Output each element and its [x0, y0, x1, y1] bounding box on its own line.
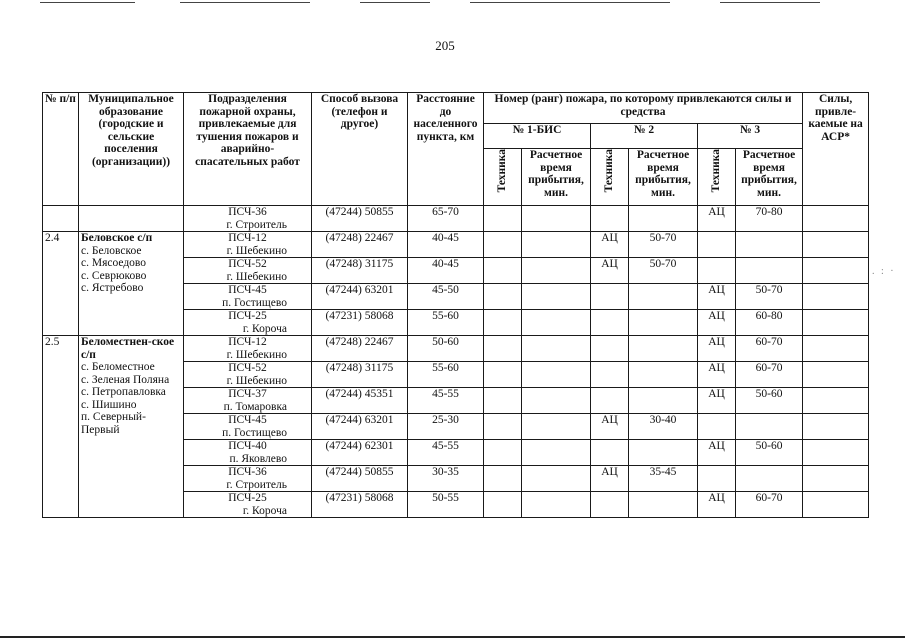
row-r3-equipment: АЦ: [698, 362, 736, 388]
row-municipality: Беломестнен-ское с/п с. Беломестное с. Зеленая Поляна с. Петропавловка с. Шишино п. Северный-Первый: [79, 336, 184, 518]
row-r3-time: 60-70: [736, 492, 803, 518]
row-r2-equipment: АЦ: [591, 466, 629, 492]
row-phone: (47244) 50855: [312, 206, 408, 232]
row-r3-time: [736, 232, 803, 258]
row-r2-time: [629, 388, 698, 414]
row-distance: 50-55: [408, 492, 484, 518]
row-phone: (47248) 22467: [312, 336, 408, 362]
row-r3-equipment: [698, 414, 736, 440]
row-r2-time: [629, 310, 698, 336]
row-r2-time: [629, 206, 698, 232]
row-phone: (47244) 63201: [312, 284, 408, 310]
top-scan-border: [0, 2, 905, 3]
row-r1-time: [522, 440, 591, 466]
row-phone: (47244) 50855: [312, 466, 408, 492]
row-r3-time: 60-70: [736, 362, 803, 388]
row-r1-equipment: [484, 362, 522, 388]
row-r1-equipment: [484, 492, 522, 518]
row-r1-equipment: [484, 284, 522, 310]
row-r2-equipment: [591, 284, 629, 310]
header-arrival-r1: Расчетное время прибытия, мин.: [522, 149, 591, 206]
row-num: [43, 206, 79, 232]
row-asr: [803, 362, 869, 388]
row-unit: ПСЧ-40 п. Яковлево: [184, 440, 312, 466]
header-asr: Силы, привле-каемые на АСР*: [803, 93, 869, 206]
row-r3-equipment: АЦ: [698, 284, 736, 310]
row-unit: ПСЧ-45 п. Гостищево: [184, 284, 312, 310]
row-r2-time: 30-40: [629, 414, 698, 440]
row-r1-equipment: [484, 232, 522, 258]
row-r2-time: [629, 362, 698, 388]
header-rank-2: № 2: [591, 124, 698, 149]
row-r2-time: [629, 284, 698, 310]
row-r1-time: [522, 388, 591, 414]
header-municipality: Муниципальное образование (городские и сельские поселения (организации)): [79, 93, 184, 206]
row-r2-equipment: АЦ: [591, 232, 629, 258]
row-distance: 40-45: [408, 232, 484, 258]
row-unit: ПСЧ-36 г. Строитель: [184, 206, 312, 232]
row-r2-time: 50-70: [629, 232, 698, 258]
row-r2-equipment: [591, 440, 629, 466]
row-phone: (47244) 62301: [312, 440, 408, 466]
table-row: [43, 336, 869, 362]
row-asr: [803, 466, 869, 492]
row-unit: ПСЧ-52 г. Шебекино: [184, 362, 312, 388]
row-r2-equipment: АЦ: [591, 258, 629, 284]
row-asr: [803, 284, 869, 310]
row-r1-time: [522, 310, 591, 336]
row-r2-equipment: [591, 492, 629, 518]
row-unit: ПСЧ-12 г. Шебекино: [184, 232, 312, 258]
row-r3-time: 50-60: [736, 440, 803, 466]
row-distance: 55-60: [408, 362, 484, 388]
row-r2-equipment: [591, 206, 629, 232]
row-distance: 40-45: [408, 258, 484, 284]
row-unit: ПСЧ-25 г. Короча: [184, 492, 312, 518]
fire-resources-table: [42, 92, 869, 518]
row-asr: [803, 206, 869, 232]
row-asr: [803, 310, 869, 336]
row-r1-time: [522, 284, 591, 310]
row-phone: (47248) 31175: [312, 258, 408, 284]
margin-scan-marks: . : ·: [872, 266, 896, 277]
header-equipment-r2: Техника: [591, 149, 629, 206]
row-r3-equipment: АЦ: [698, 388, 736, 414]
row-r3-equipment: АЦ: [698, 336, 736, 362]
row-r2-equipment: АЦ: [591, 414, 629, 440]
row-r1-equipment: [484, 388, 522, 414]
header-units: Подразделения пожарной охраны, привлекаемые для тушения пожаров и аварийно-спасательных работ: [184, 93, 312, 206]
row-unit: ПСЧ-37 п. Томаровка: [184, 388, 312, 414]
row-r3-equipment: АЦ: [698, 492, 736, 518]
row-unit: ПСЧ-12 г. Шебекино: [184, 336, 312, 362]
row-asr: [803, 440, 869, 466]
row-asr: [803, 414, 869, 440]
row-distance: 45-50: [408, 284, 484, 310]
row-r1-time: [522, 362, 591, 388]
header-arrival-r2: Расчетное время прибытия, мин.: [629, 149, 698, 206]
row-asr: [803, 336, 869, 362]
row-r3-equipment: АЦ: [698, 440, 736, 466]
row-phone: (47231) 58068: [312, 310, 408, 336]
row-unit: ПСЧ-52 г. Шебекино: [184, 258, 312, 284]
row-r3-equipment: [698, 258, 736, 284]
header-arrival-r3: Расчетное время прибытия, мин.: [736, 149, 803, 206]
row-distance: 30-35: [408, 466, 484, 492]
row-distance: 50-60: [408, 336, 484, 362]
row-r2-equipment: [591, 336, 629, 362]
table-body: [43, 206, 869, 518]
header-call-method: Способ вызова (телефон и другое): [312, 93, 408, 206]
row-r3-time: 60-80: [736, 310, 803, 336]
row-r3-time: 60-70: [736, 336, 803, 362]
row-asr: [803, 258, 869, 284]
row-r1-time: [522, 414, 591, 440]
row-distance: 45-55: [408, 388, 484, 414]
row-unit: ПСЧ-45 п. Гостищево: [184, 414, 312, 440]
row-r2-time: 50-70: [629, 258, 698, 284]
header-rank-1bis: № 1-БИС: [484, 124, 591, 149]
row-r3-time: 50-70: [736, 284, 803, 310]
row-r3-time: [736, 466, 803, 492]
row-r1-time: [522, 466, 591, 492]
table-row: [43, 232, 869, 258]
row-r3-time: [736, 258, 803, 284]
row-r1-equipment: [484, 414, 522, 440]
row-r3-equipment: АЦ: [698, 310, 736, 336]
bottom-scan-border: [0, 636, 905, 638]
table-row: [43, 206, 869, 232]
page-number: 205: [435, 38, 455, 53]
row-r3-equipment: [698, 466, 736, 492]
row-r1-equipment: [484, 336, 522, 362]
row-r1-equipment: [484, 466, 522, 492]
row-distance: 55-60: [408, 310, 484, 336]
row-r1-time: [522, 336, 591, 362]
row-municipality: Беловское с/п с. Беловское с. Мясоедово с. Севрюково с. Ястребово: [79, 232, 184, 336]
row-r2-equipment: [591, 388, 629, 414]
header-num: № п/п: [43, 93, 79, 206]
row-r2-equipment: [591, 362, 629, 388]
row-r3-time: 70-80: [736, 206, 803, 232]
row-distance: 45-55: [408, 440, 484, 466]
row-unit: ПСЧ-25 г. Короча: [184, 310, 312, 336]
row-r2-equipment: [591, 310, 629, 336]
row-num: 2.4: [43, 232, 79, 336]
row-num: 2.5: [43, 336, 79, 518]
row-phone: (47248) 31175: [312, 362, 408, 388]
row-asr: [803, 492, 869, 518]
row-municipality: [79, 206, 184, 232]
row-r2-time: [629, 440, 698, 466]
row-r3-equipment: АЦ: [698, 206, 736, 232]
row-asr: [803, 232, 869, 258]
row-distance: 25-30: [408, 414, 484, 440]
row-r1-time: [522, 492, 591, 518]
row-r3-time: 50-60: [736, 388, 803, 414]
header-equipment-r1: Техника: [484, 149, 522, 206]
row-r1-equipment: [484, 206, 522, 232]
row-phone: (47244) 45351: [312, 388, 408, 414]
row-r2-time: [629, 336, 698, 362]
table-header: [43, 93, 869, 206]
row-r1-equipment: [484, 440, 522, 466]
row-r1-equipment: [484, 310, 522, 336]
row-r1-time: [522, 232, 591, 258]
row-r1-time: [522, 258, 591, 284]
row-r3-time: [736, 414, 803, 440]
header-distance: Расстояние до населенного пункта, км: [408, 93, 484, 206]
header-rank-group: Номер (ранг) пожара, по которому привлекаются силы и средства: [484, 93, 803, 124]
row-r1-equipment: [484, 258, 522, 284]
row-r1-time: [522, 206, 591, 232]
row-r3-equipment: [698, 232, 736, 258]
row-asr: [803, 388, 869, 414]
row-phone: (47244) 63201: [312, 414, 408, 440]
header-equipment-r3: Техника: [698, 149, 736, 206]
header-rank-3: № 3: [698, 124, 803, 149]
row-phone: (47248) 22467: [312, 232, 408, 258]
row-r2-time: 35-45: [629, 466, 698, 492]
row-unit: ПСЧ-36 г. Строитель: [184, 466, 312, 492]
row-r2-time: [629, 492, 698, 518]
row-phone: (47231) 58068: [312, 492, 408, 518]
row-distance: 65-70: [408, 206, 484, 232]
